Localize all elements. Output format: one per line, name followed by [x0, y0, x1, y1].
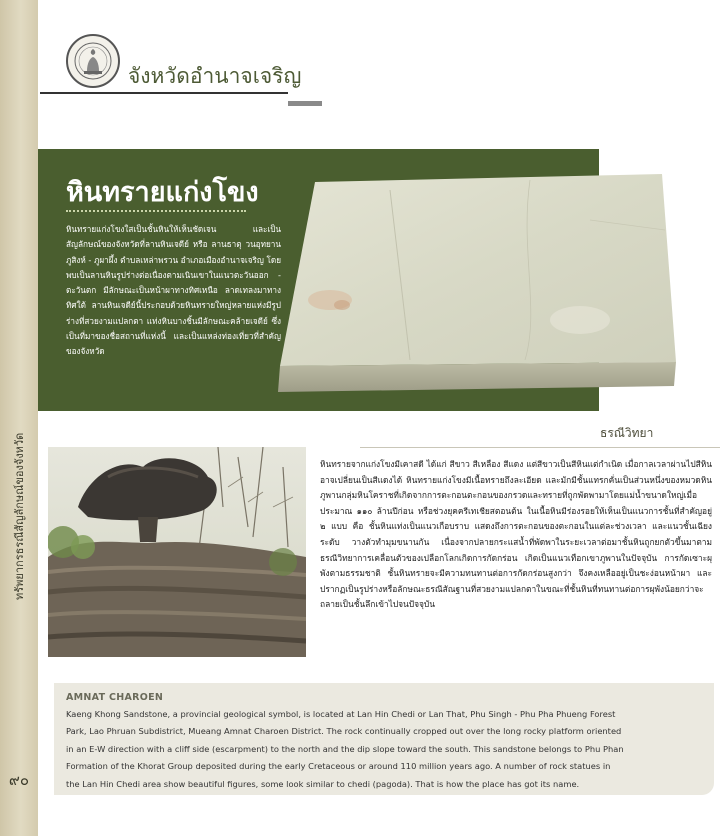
intro-paragraph: หินทรายแก่งโขงใสเป็นชั้นหินให้เห็นชัดเจน และเป็นสัญลักษณ์ของจังหวัดที่ลานหินเจดีย์ หรือ ลานธาตุ วนอุทยานภูสิงห์ - ภูผาผึ้ง ตำบลเหล่าพรวน อำเภอเมืองอำนาจเจริญ โดยพบเป็นลานหินรูปร่างต่อเนื่องตามเนินเขาในแนวตะวันออก - ตะวันตก มีลักษณะเป็นหน้าผาทางทิศเหนือ ลาดเทลงมาทางทิศใต้ ลานหินเจดีย์นี้ประกอบด้วยหินทรายใหญ่หลายแห่งมีรูปร่างที่สวยงามแปลกตา แท่งหินบางชิ้นมีลักษณะคล้ายเจดีย์ ซึ่งเป็นที่มาของชื่อสถานที่แห่งนี้ และเป็นแหล่งท่องเที่ยวที่สำคัญของจังหวัด [66, 224, 281, 357]
title-underline [40, 92, 288, 94]
geology-paragraph: หินทรายจากแก่งโขงมีเคาสดี ได้แก่ สีขาว สีเหลือง สีแดง แต่สีขาวเป็นสีหินแต่กำเนิด เมื่อกาลเวลาผ่านไปสีหินอาจเปลี่ยนเป็นสีแดงได้ หินทรายแก่งโขงมีเนื้อทรายถึงละเอียด และมักมีชั้นแทรกคั่นเป็นส่วนหนึ่งของหมวดหินภูพานกลุ่มหินโคราชที่เกิดจากการตะกอนตะกอนของกรวดและทรายที่ถูกพัดพามาโดยแม่น้ำขนาดใหญ่เมื่อประมาณ ๑๑๐ ล้านปีก่อน หรือช่วงยุคครีเทเชียสตอนต้น ในเนื้อหินมีร่องรอยให้เห็นเป็นแนวการชั้นที่สำคัญอยู่ ๒ แบบ คือ ชั้นหินแท่งเป็นแนวเกือบราบ แสดงถึงการตะกอนของตะกอนในแต่ละช่วงเวลา และแนวชั้นเฉียงระดับ วางตัวทำมุมขนานกัน เนื่องจากปลายกระแสน้ำที่พัดพาในระยะเวลาต่อมาชั้นหินถูกยกตัวขึ้นมาตามธรณีวิทยาการเคลื่อนตัวของเปลือกโลกเกิดการกัดกร่อน เกิดเป็นแนวเทือกเขาภูพานในปัจจุบัน การกัดเซาะผุพังตามธรรมชาติ ชั้นหินทรายจะมีความทนทานต่อการกัดกร่อนสูงกว่า จึงคงเหลืออยู่เป็นชะง่อนหน้าผา และปรากฏเป็นรูปร่างหรือลักษณะธรณีสัณฐานที่สวยงามแปลกตาในขณะที่ชั้นหินที่ทนทานต่อการผุพังน้อยกว่าจะถลายเป็นชั้นลึกเข้าไปจนปัจจุบัน [320, 459, 712, 610]
geology-rule [360, 447, 720, 448]
page-number: ๙๐ [8, 771, 30, 789]
english-paragraph: Kaeng Khong Sandstone, a provincial geological symbol, is located at Lan Hin Chedi or Lan That, Phu Singh - Phu Pha Phueng Forest Park, Lao Phruan Subdistrict, Mueang Amnat Charoen District. The rock continually cropped out over the long rocky platform oriented in an E-W direction with a cliff side (escarpment) to the north and the dip slope toward the south. This sandstone belongs to Phu Phan Formation of the Khorat Group deposited during the early Cretaceous or around 110 million years ago. A number of rock statues in the Lan Hin Chedi area show beautiful figures, some look similar to chedi (pagoda). That is how the place has got its name. [66, 709, 624, 789]
sandstone-slab-image [270, 170, 680, 392]
rock-formation-photo [48, 447, 306, 657]
left-margin-strip [0, 0, 38, 836]
province-seal-icon [66, 34, 120, 88]
spine-text: ทรัพยากรธรณีสัญลักษณ์ของจังหวัด [13, 432, 26, 600]
dotted-divider [66, 210, 246, 212]
english-title: AMNAT CHAROEN [66, 692, 164, 703]
title-underline-accent [288, 101, 322, 106]
province-title: จังหวัดอำนาจเจริญ [128, 64, 302, 88]
stone-title: หินทรายแก่งโขง [66, 177, 259, 208]
geology-section-label: ธรณีวิทยา [600, 426, 654, 440]
